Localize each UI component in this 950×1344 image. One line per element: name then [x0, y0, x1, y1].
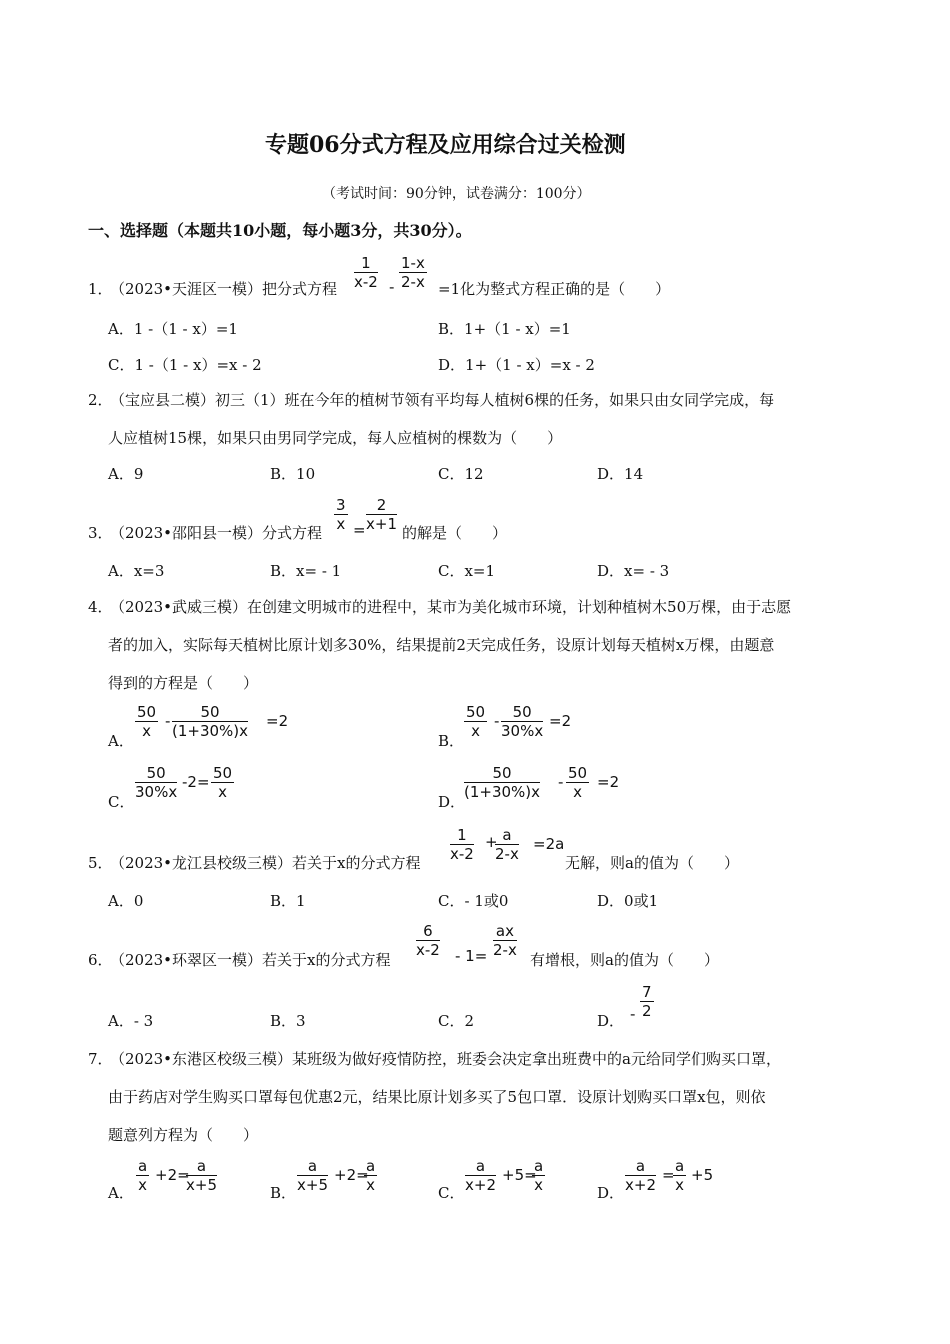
fraction: $\frac{50}{x}$: [137, 703, 157, 740]
option-label: B．: [438, 732, 465, 750]
question-stem: （2023•东港区校级三模）某班级为做好疫情防控，班委会决定拿出班费中的a元给同学们购买口罩，: [110, 1050, 781, 1068]
question-stem-line3: 题意列方程为（ ）: [108, 1126, 259, 1144]
operator: -: [558, 773, 564, 791]
fraction: $\frac{1}{x-2}$: [354, 254, 378, 291]
rhs: =2: [597, 773, 620, 791]
option-a[interactable]: A．- 3: [108, 1012, 154, 1030]
fraction: $\frac{1}{x-2}$: [450, 826, 474, 863]
fraction: $\frac{ax}{2-x}$: [493, 922, 517, 959]
question-stem-end: =1化为整式方程正确的是（ ）: [438, 280, 671, 298]
question-number: 1．: [88, 280, 113, 298]
question-number: 7．: [88, 1050, 113, 1068]
option-label: C．: [438, 1184, 465, 1202]
fraction: $\frac{50}{30\%x}$: [501, 703, 544, 740]
fraction: $\frac{50}{x}$: [213, 764, 233, 801]
rhs: =2: [549, 712, 572, 730]
option-label: C．: [108, 793, 135, 811]
fraction: $\frac{a}{x+5}$: [186, 1157, 217, 1194]
fraction: $\frac{2}{x+1}$: [366, 496, 397, 533]
question-number: 4．: [88, 598, 113, 616]
rhs: =2a: [533, 835, 565, 853]
question-stem-end: 的解是（ ）: [402, 524, 508, 542]
option-a[interactable]: A．9: [108, 465, 144, 483]
option-label: B．: [270, 1184, 297, 1202]
option-a[interactable]: A．1 -（1 - x）=1: [108, 320, 238, 338]
question-stem-end: 无解，则a的值为（ ）: [565, 854, 739, 872]
option-d[interactable]: D．0或1: [597, 892, 659, 910]
option-a[interactable]: A．x=3: [108, 562, 165, 580]
operator: -: [165, 712, 171, 730]
fraction: $\frac{6}{x-2}$: [416, 922, 440, 959]
operator: -: [494, 712, 500, 730]
question-stem: （宝应县二模）初三（1）班在今年的植树节领有平均每人植树6棵的任务，如果只由女同学完成，每: [110, 391, 775, 409]
option-b[interactable]: B．1+（1 - x）=1: [438, 320, 571, 338]
operator: +5=: [502, 1166, 537, 1184]
question-stem-line2: 人应植树15棵，如果只由男同学完成，每人应植树的棵数为（ ）: [108, 429, 563, 447]
fraction: $\frac{50}{x}$: [568, 764, 588, 801]
operator: -: [389, 278, 395, 296]
question-stem-line2: 者的加入，实际每天植树比原计划多30%，结果提前2天完成任务，设原计划每天植树x万棵，由题意: [108, 636, 775, 654]
fraction: $\frac{7}{2}$: [642, 983, 652, 1020]
operator: =: [662, 1166, 675, 1184]
question-number: 3．: [88, 524, 113, 542]
option-b[interactable]: B．10: [270, 465, 316, 483]
option-c[interactable]: C．x=1: [438, 562, 496, 580]
question-stem-line2: 由于药店对学生购买口罩每包优惠2元，结果比原计划多买了5包口罩．设原计划购买口罩x包，则依: [108, 1088, 766, 1106]
question-stem: （2023•环翠区一模）若关于x的分式方程: [110, 951, 391, 969]
fraction: $\frac{a}{x}$: [138, 1157, 148, 1194]
option-b[interactable]: B．1: [270, 892, 306, 910]
page-title: 专题06分式方程及应用综合过关检测: [265, 132, 626, 158]
question-stem: （2023•武威三模）在创建文明城市的进程中，某市为美化城市环境，计划种植树木50万棵，由于志愿: [110, 598, 792, 616]
option-d[interactable]: D．x= - 3: [597, 562, 670, 580]
fraction: $\frac{3}{x}$: [336, 496, 346, 533]
option-b[interactable]: B．3: [270, 1012, 306, 1030]
question-number: 6．: [88, 951, 113, 969]
fraction: $\frac{50}{(1+30\%)x}$: [172, 703, 249, 740]
option-label: D．: [597, 1184, 625, 1202]
operator: -: [630, 1005, 636, 1023]
fraction: $\frac{a}{x+2}$: [465, 1157, 496, 1194]
operator: +2=: [334, 1166, 369, 1184]
option-label: D．: [438, 793, 466, 811]
option-d[interactable]: D．14: [597, 465, 644, 483]
option-label: D．: [597, 1012, 625, 1030]
question-number: 5．: [88, 854, 113, 872]
fraction: $\frac{a}{x}$: [534, 1157, 544, 1194]
option-c[interactable]: C．- 1或0: [438, 892, 509, 910]
fraction: $\frac{50}{30\%x}$: [135, 764, 178, 801]
option-c[interactable]: C．1 -（1 - x）=x - 2: [108, 356, 262, 374]
section-heading: 一、选择题（本题共10小题，每小题3分，共30分）。: [88, 221, 472, 240]
fraction: $\frac{50}{(1+30\%)x}$: [464, 764, 541, 801]
operator: =: [353, 521, 366, 539]
exam-info: （考试时间：90分钟，试卷满分：100分）: [322, 186, 591, 202]
question-stem: （2023•邵阳县一模）分式方程: [110, 524, 323, 542]
fraction: $\frac{50}{x}$: [466, 703, 486, 740]
fraction: $\frac{a}{x}$: [366, 1157, 376, 1194]
question-stem-line3: 得到的方程是（ ）: [108, 674, 259, 692]
question-stem: （2023•天涯区一模）把分式方程: [110, 280, 338, 298]
option-c[interactable]: C．12: [438, 465, 484, 483]
rhs: =2: [266, 712, 289, 730]
fraction: $\frac{a}{x+5}$: [297, 1157, 328, 1194]
question-stem: （2023•龙江县校级三模）若关于x的分式方程: [110, 854, 421, 872]
fraction: $\frac{a}{x+2}$: [625, 1157, 656, 1194]
option-b[interactable]: B．x= - 1: [270, 562, 342, 580]
option-label: A．: [108, 1184, 134, 1202]
option-label: A．: [108, 732, 134, 750]
question-stem-end: 有增根，则a的值为（ ）: [530, 951, 719, 969]
operator: -2=: [182, 773, 210, 791]
option-d[interactable]: D．1+（1 - x）=x - 2: [438, 356, 595, 374]
fraction: $\frac{1-x}{2-x}$: [401, 254, 425, 291]
operator: +2=: [155, 1166, 190, 1184]
question-number: 2．: [88, 391, 113, 409]
option-c[interactable]: C．2: [438, 1012, 475, 1030]
fraction: $\frac{a}{2-x}$: [495, 826, 519, 863]
operator: - 1=: [455, 947, 488, 965]
operator: +: [485, 833, 498, 851]
option-a[interactable]: A．0: [108, 892, 144, 910]
rhs: +5: [691, 1166, 714, 1184]
fraction: $\frac{a}{x}$: [675, 1157, 685, 1194]
